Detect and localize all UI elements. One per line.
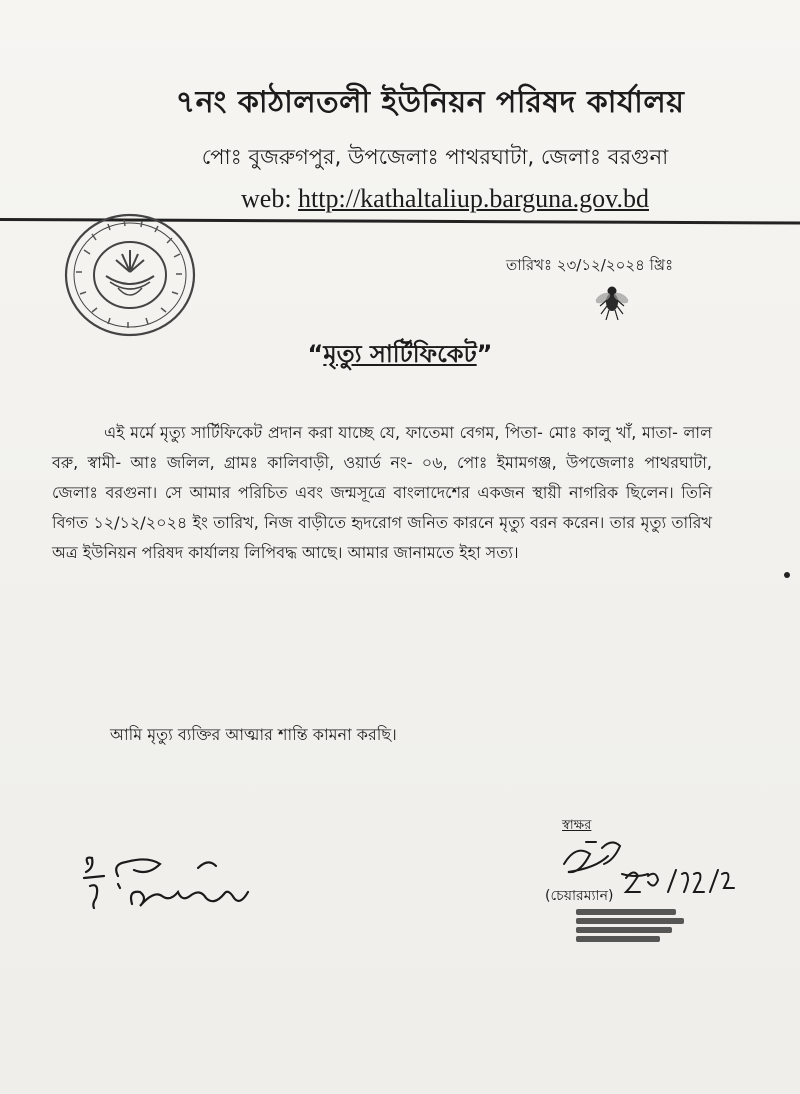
issue-date: তারিখঃ ২৩/১২/২০২৪ খ্রিঃ: [506, 256, 674, 274]
handwritten-date-icon: [620, 862, 740, 902]
web-label: web:: [241, 184, 292, 213]
letterhead: [0, 78, 800, 214]
ink-dot: [784, 572, 790, 578]
chairman-stamp: [576, 906, 686, 950]
certificate-title-text: মৃত্যু সার্টিফিকেট: [323, 340, 477, 368]
condolence-line: আমি মৃত্যু ব্যক্তির আত্মার শান্তি কামনা করছি।: [110, 725, 397, 744]
certificate-title: [0, 336, 800, 376]
certificate-body: [52, 418, 712, 568]
signature-label: স্বাক্ষর: [562, 818, 592, 833]
handwritten-signature-left-icon: [78, 846, 268, 926]
quote-open: “: [307, 340, 324, 368]
quote-close: ”: [476, 340, 493, 368]
fly-icon: [588, 276, 636, 324]
chairman-designation: (চেয়ারম্যান): [545, 888, 614, 904]
office-title: ৭নং কাঠালতলী ইউনিয়ন পরিষদ কার্যালয়: [175, 85, 685, 120]
web-url[interactable]: http://kathaltaliup.barguna.gov.bd: [298, 184, 649, 213]
office-address: পোঃ বুজরুগপুর, উপজেলাঃ পাথরঘাটা, জেলাঃ বরগুনা: [201, 145, 669, 169]
union-parishad-seal-icon: [62, 210, 198, 340]
certificate-body-text: এই মর্মে মৃত্যু সার্টিফিকেট প্রদান করা যাচ্ছে যে, ফাতেমা বেগম, পিতা- মোঃ কালু খাঁ, মাতা- লাল বরু, স্বামী- আঃ জলিল, গ্রামঃ কালিবাড়ী, ওয়ার্ড নং- ০৬, পোঃ ইমামগঞ্জ, উপজেলাঃ পাথরঘাটা, জেলাঃ বরগুনা। সে আমার পরিচিত এবং জন্মসূত্রে বাংলাদেশের একজন স্থায়ী নাগরিক ছিলেন। তিনি বিগত ১২/১২/২০২৪ ইং তারিখ, নিজ বাড়ীতে হৃদরোগ জনিত কারনে মৃত্যু বরন করেন। তার মৃত্যু তারিখ অত্র ইউনিয়ন পরিষদ কার্যালয় লিপিবদ্ধ আছে। আমার জানামতে ইহা সত্য।: [52, 423, 712, 562]
